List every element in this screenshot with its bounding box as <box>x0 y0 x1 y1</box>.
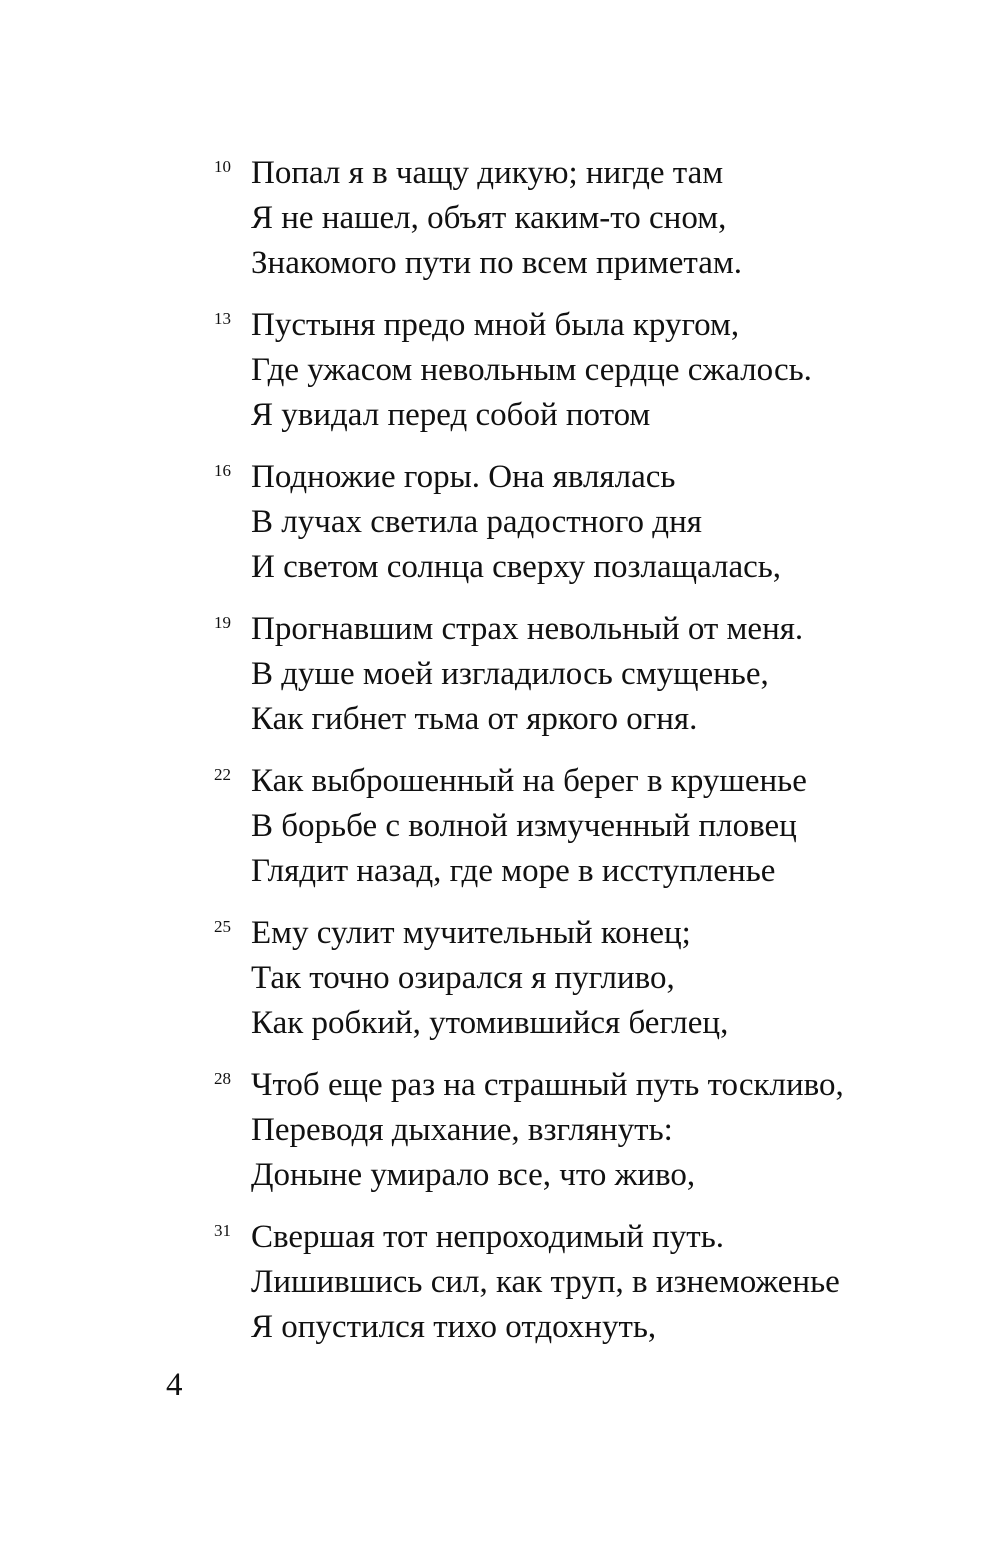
verse-line: В борьбе с волной измученный пловец <box>251 808 797 844</box>
verse-number: 13 <box>214 309 231 328</box>
verse-line: Как робкий, утомившийся беглец, <box>251 1005 729 1041</box>
verse-line: Подножие горы. Она являлась <box>251 459 676 495</box>
verse-line: Как гибнет тьма от яркого огня. <box>251 701 698 737</box>
verse-number: 31 <box>214 1221 231 1240</box>
verse-line: Я не нашел, объят каким-то сном, <box>251 200 727 236</box>
verse-number: 22 <box>214 765 231 784</box>
verse-line: Так точно озирался я пугливо, <box>251 960 675 996</box>
verse-line: Глядит назад, где море в исступленье <box>251 853 776 889</box>
stanza <box>0 303 1000 438</box>
stanza <box>0 151 1000 286</box>
verse-line: Попал я в чащу дикую; нигде там <box>251 155 724 191</box>
verse-line: Знакомого пути по всем приметам. <box>251 245 742 281</box>
page-number: 4 <box>166 1367 183 1403</box>
verse-line: Ему сулит мучительный конец; <box>251 915 691 951</box>
verse-line: Где ужасом невольным сердце сжалось. <box>251 352 812 388</box>
verse-number: 19 <box>214 613 231 632</box>
verse-line: Доныне умирало все, что живо, <box>251 1157 696 1193</box>
verse-number: 28 <box>214 1069 231 1088</box>
verse-line: Переводя дыхание, взглянуть: <box>251 1112 673 1148</box>
verse-line: Как выброшенный на берег в крушенье <box>251 763 807 799</box>
verse-line: В лучах светила радостного дня <box>251 504 702 540</box>
verse-line: Чтоб еще раз на страшный путь тоскливо, <box>251 1067 844 1103</box>
verse-line: И светом солнца сверху позлащалась, <box>251 549 782 585</box>
stanza <box>0 1063 1000 1198</box>
verse-number: 16 <box>214 461 231 480</box>
verse-number: 10 <box>214 157 231 176</box>
stanza <box>0 455 1000 590</box>
verse-line: Прогнавшим страх невольный от меня. <box>251 611 804 647</box>
stanza <box>0 607 1000 742</box>
verse-line: Я увидал перед собой потом <box>251 397 651 433</box>
stanza <box>0 759 1000 894</box>
verse-line: В душе моей изгладилось смущенье, <box>251 656 769 692</box>
verse-line: Лишившись сил, как труп, в изнеможенье <box>251 1264 840 1300</box>
poem-text <box>0 151 1000 1367</box>
verse-number: 25 <box>214 917 231 936</box>
verse-line: Свершая тот непроходимый путь. <box>251 1219 724 1255</box>
verse-line: Пустыня предо мной была кругом, <box>251 307 740 343</box>
stanza <box>0 911 1000 1046</box>
stanza <box>0 1215 1000 1350</box>
verse-line: Я опустился тихо отдохнуть, <box>251 1309 657 1345</box>
